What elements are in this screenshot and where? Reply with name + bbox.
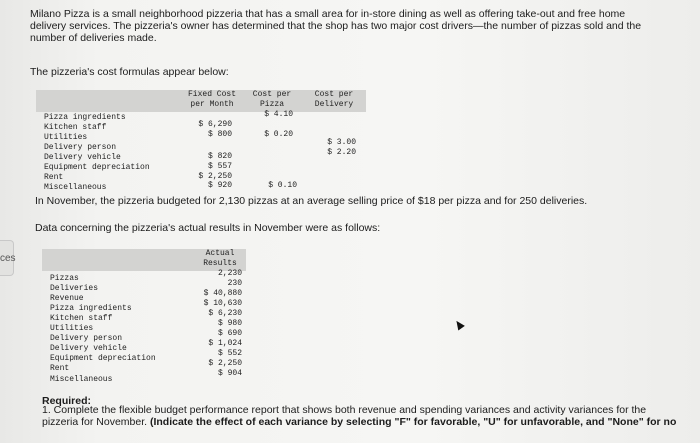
delivery-vehicle-per-delivery: $ 2.20 [327,148,356,157]
col-header-pizza-line2: Pizza [259,100,284,109]
required-item-1-line-2 [42,416,676,428]
row-label: Rent [50,364,70,373]
pizza-ingredients-per-pizza: $ 4.10 [264,110,293,119]
intro-paragraph-line-3: number of deliveries made. [30,32,157,44]
row-label: Miscellaneous [44,183,107,192]
row-label: Equipment depreciation [50,354,156,363]
row-label: Rent [44,173,64,182]
row-label: Delivery person [44,143,117,152]
actual-value: 230 [227,279,242,288]
row-label: Kitchen staff [50,314,113,323]
utilities-per-pizza: $ 0.20 [264,130,293,139]
col-header-fixed-line1: Fixed Cost [187,90,236,99]
intro-paragraph-line-2: delivery services. The pizzeria's owner has determined that the shop has two major cost drivers—the number of pizzas sold and the [30,20,642,32]
row-label: Pizza ingredients [44,113,126,122]
miscellaneous-per-pizza: $ 0.10 [268,181,297,190]
row-label: Equipment depreciation [44,163,150,172]
col-header-fixed-line2: per Month [190,100,234,109]
kitchen-staff-fixed: $ 6,290 [198,120,232,129]
utilities-fixed: $ 800 [207,130,232,139]
required-item-1-text: pizzeria for November. [42,416,148,428]
mouse-pointer-icon [453,319,465,331]
col-header-actual-line1: Actual [205,249,235,258]
row-label: Utilities [44,133,88,142]
required-heading: Required: [42,395,92,407]
col-header-delivery-line1: Cost per [314,90,354,99]
col-header-actual-line2: Results [203,259,237,268]
row-label: Kitchen staff [44,123,107,132]
actual-value: $ 6,230 [208,309,242,318]
required-item-1-instruction: (Indicate the effect of each variance by selecting "F" for favorable, "U" for unfavorable, and "None" for no [149,416,677,428]
november-budget-text: In November, the pizzeria budgeted for 2,130 pizzas at an average selling price of $18 per pizza and for 250 deliveries. [35,195,588,207]
rent-fixed: $ 2,250 [198,172,232,181]
col-header-delivery-line2: Delivery [314,100,354,109]
row-label: Deliveries [50,284,99,293]
row-label: Pizzas [50,274,79,283]
side-panel-tab-label: ces [0,253,16,264]
side-panel-tab[interactable] [0,240,14,276]
cost-formulas-intro: The pizzeria's cost formulas appear below: [30,66,229,78]
row-label: Revenue [50,294,84,303]
actual-value: $ 10,630 [203,299,242,308]
miscellaneous-fixed: $ 920 [207,181,232,190]
delivery-person-per-delivery: $ 3.00 [327,138,356,147]
actual-value: $ 690 [217,329,242,338]
actual-value: $ 904 [217,369,242,378]
equipment-depreciation-fixed: $ 557 [207,162,232,171]
row-label: Miscellaneous [50,375,113,384]
actual-value: $ 552 [217,349,242,358]
col-header-pizza-line1: Cost per [252,90,292,99]
row-label: Pizza ingredients [50,304,132,313]
actual-value: 2,230 [217,269,242,278]
actual-value: $ 40,880 [203,289,242,298]
row-label: Delivery vehicle [44,153,121,162]
actual-value: $ 1,024 [208,339,242,348]
actual-results-intro: Data concerning the pizzeria's actual results in November were as follows: [35,222,381,234]
row-label: Delivery vehicle [50,344,127,353]
actual-value: $ 2,250 [208,359,242,368]
intro-paragraph-line-1: Milano Pizza is a small neighborhood pizzeria that has a small area for in-store dining as well as offering take-out and free home [30,8,626,20]
actual-value: $ 980 [217,319,242,328]
delivery-vehicle-fixed: $ 820 [207,152,232,161]
row-label: Delivery person [50,334,123,343]
required-item-1-line-1: 1. Complete the flexible budget performance report that shows both revenue and spending variances and activity variances for the [42,404,647,416]
row-label: Utilities [50,324,94,333]
